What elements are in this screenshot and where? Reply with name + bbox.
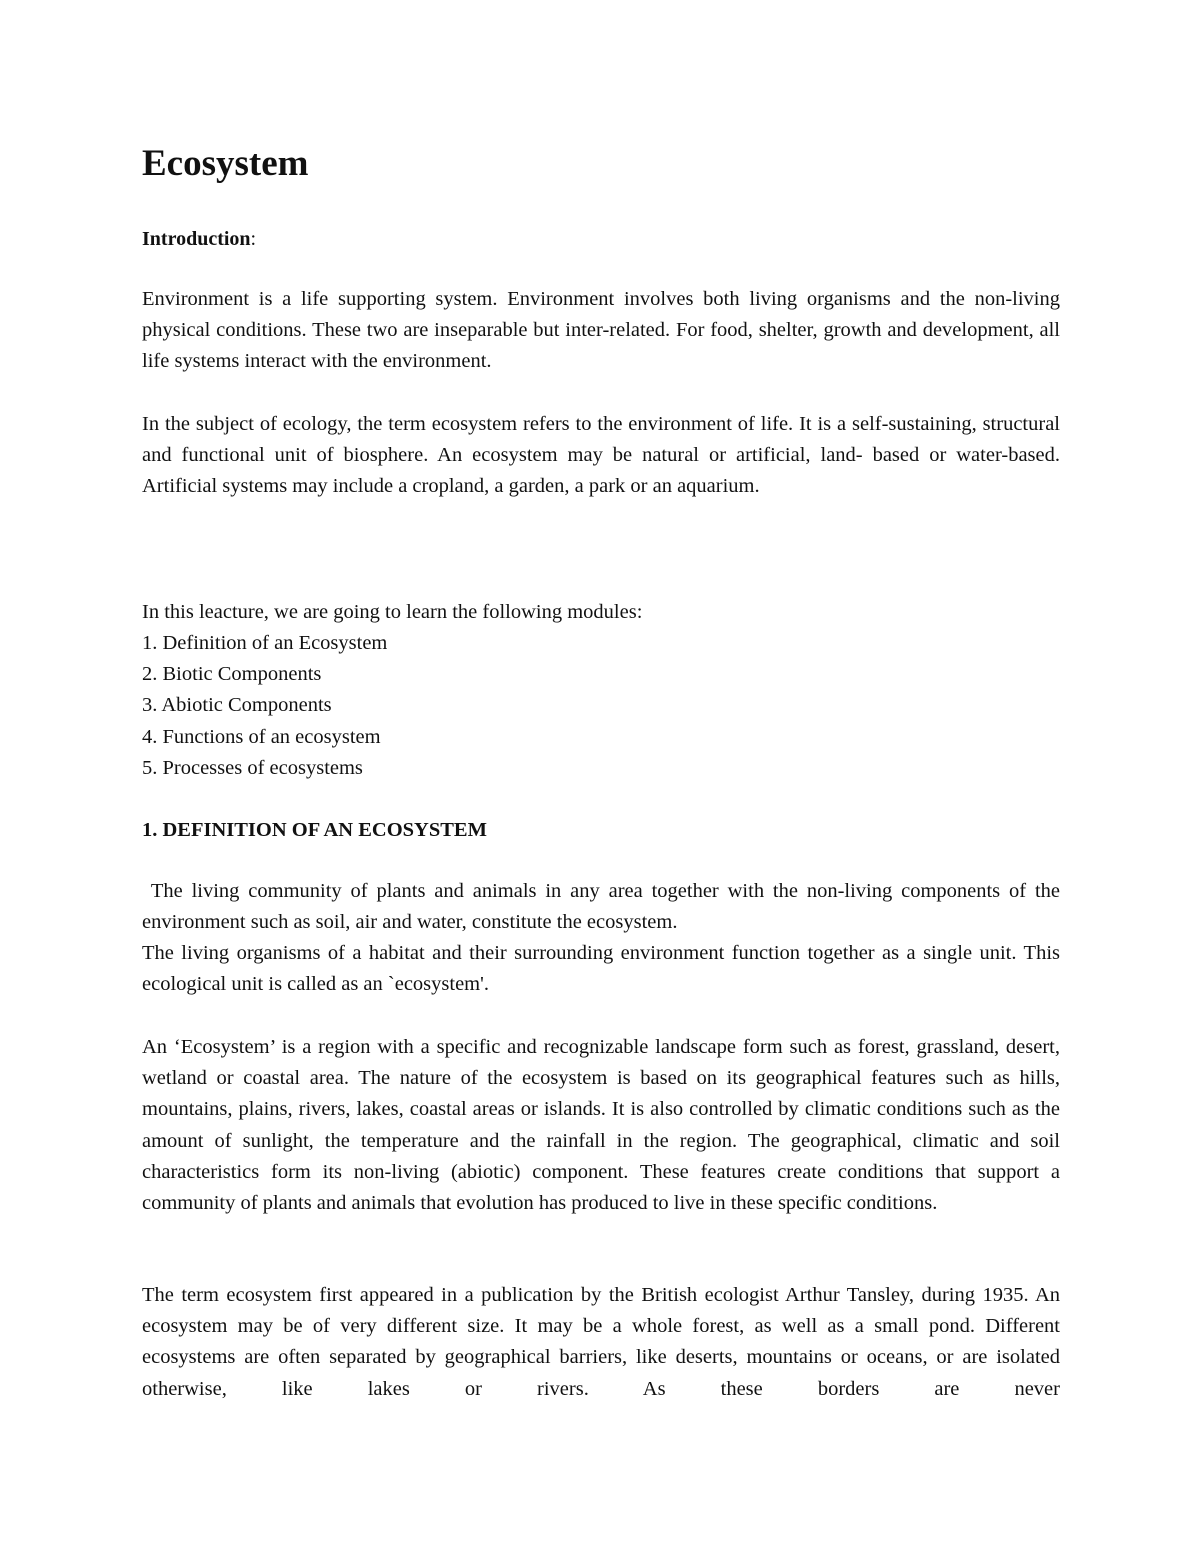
definition-paragraph-1: The living community of plants and animals in any area together with the non-living components of the environment such as soil, air and water, constitute the ecosystem. <box>142 880 1066 934</box>
list-item: 1. Definition of an Ecosystem <box>142 632 388 654</box>
document-page <box>142 0 1066 1553</box>
section-heading-definition: 1. DEFINITION OF AN ECOSYSTEM <box>142 819 487 841</box>
intro-heading-label: Introduction <box>142 228 251 250</box>
list-item: 2. Biotic Components <box>142 663 322 686</box>
intro-heading <box>142 224 256 255</box>
definition-paragraph-3: An ‘Ecosystem’ is a region with a specific and recognizable landscape form such as forest, grassland, desert, wetland or coastal area. The nature of the ecosystem is based on its geographical features such as hills, mountains, plains, rivers, lakes, coastal areas or islands. It is also controlled by climatic conditions such as the amount of sunlight, the temperature and the rainfall in the region. The geographical, climatic and soil characteristics form its non-living (abiotic) component. These features create conditions that support a community of plants and animals that evolution has produced to live in these specific conditions. <box>142 1036 1060 1215</box>
definition-paragraph-2: The living organisms of a habitat and their surrounding environment function together as a single unit. This ecological unit is called as an `ecosystem'. <box>142 942 1060 996</box>
page-title: Ecosystem <box>142 143 309 184</box>
list-item: 5. Processes of ecosystems <box>142 756 363 779</box>
list-item: 4. Functions of an ecosystem <box>142 725 381 748</box>
intro-paragraph-1: Environment is a life supporting system. Environment involves both living organisms and the non-living physical conditions. These two are inseparable but inter-related. For food, shelter, growth and development, all life systems interact with the environment. <box>142 288 1060 373</box>
modules-intro: In this leacture, we are going to learn the following modules: <box>142 601 643 623</box>
modules-list <box>142 628 387 784</box>
list-item: 3. Abiotic Components <box>142 694 332 717</box>
intro-heading-colon: : <box>250 228 257 250</box>
definition-paragraph-4: The term ecosystem first appeared in a publication by the British ecologist Arthur Tansley, during 1935. An ecosystem may be of very different size. It may be a whole forest, as well as a small pond. Different ecosystems are often separated by geographical barriers, like deserts, mountains or oceans, or are isolated otherwise, like lakes or rivers. As these borders are never <box>142 1284 1060 1400</box>
intro-paragraph-2: In the subject of ecology, the term ecosystem refers to the environment of life. It is a self-sustaining, structural and functional unit of biosphere. An ecosystem may be natural or artificial, land- based or water-based. Artificial systems may include a cropland, a garden, a park or an aquarium. <box>142 413 1060 498</box>
